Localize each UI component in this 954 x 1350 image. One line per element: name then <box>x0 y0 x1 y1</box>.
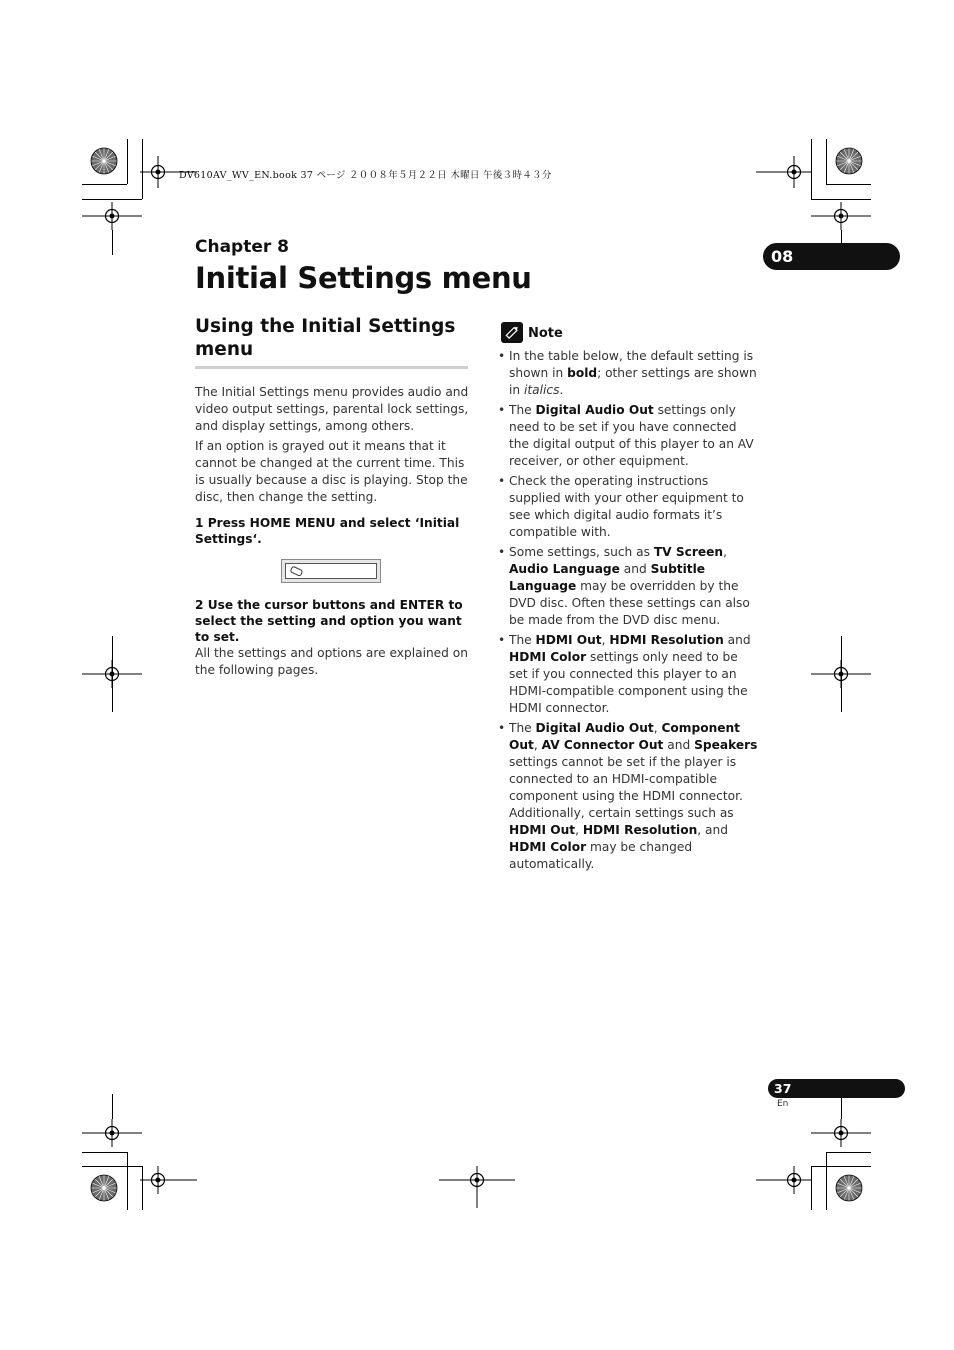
note-item: • Check the operating instructions supplied with your other equipment to see which digital audio formats it’s compatible with. <box>497 473 759 541</box>
step-2: 2 Use the cursor buttons and ENTER to select the setting and option you want to set. <box>195 598 463 644</box>
note-list <box>497 348 759 876</box>
note-item: • Some settings, such as TV Screen, Audio Language and Subtitle Language may be overridden by the DVD disc. Often these settings can also be made from the DVD disc menu. <box>497 544 759 629</box>
note-item: • The Digital Audio Out settings only need to be set if you have connected the digital output of this player to an AV receiver, or other equipment. <box>497 402 759 470</box>
grayed-out-paragraph: If an option is grayed out it means that it cannot be changed at the current time. This is usually because a disc is playing. Stop the disc, then change the setting. <box>195 439 468 504</box>
remote-button-icon <box>289 565 305 577</box>
step-1: 1 Press HOME MENU and select ‘Initial Settings‘. <box>195 516 460 546</box>
page-title: Initial Settings menu <box>195 261 532 295</box>
pencil-icon <box>501 322 523 343</box>
step-2-description: All the settings and options are explained on the following pages. <box>195 646 468 677</box>
note-item: • The Digital Audio Out, Component Out, AV Connector Out and Speakers settings cannot be set if the player is connected to an HDMI-compatible component using the HDMI connector. Additionally, certain settings such as HDMI Out, HDMI Resolution, and HDMI Color may be changed automatically. <box>497 720 759 873</box>
section-heading: Using the Initial Settings menu <box>195 315 468 369</box>
home-menu-button-illustration <box>281 559 381 583</box>
chapter-tab: 08 <box>763 243 900 270</box>
language-code: En <box>777 1099 789 1109</box>
chapter-label: Chapter 8 <box>195 237 290 257</box>
note-item: • The HDMI Out, HDMI Resolution and HDMI Color settings only need to be set if you connected this player to an HDMI-compatible component using the HDMI connector. <box>497 632 759 717</box>
print-header: DV610AV_WV_EN.book 37 ページ ２００８年５月２２日 木曜日 午後３時４３分 <box>179 170 552 181</box>
intro-paragraph: The Initial Settings menu provides audio and video output settings, parental lock settings, and display settings, among others. <box>195 385 469 433</box>
note-label: Note <box>528 326 563 341</box>
note-item: • In the table below, the default setting is shown in bold; other settings are shown in italics. <box>497 348 759 399</box>
page-number: 37 <box>768 1079 905 1098</box>
